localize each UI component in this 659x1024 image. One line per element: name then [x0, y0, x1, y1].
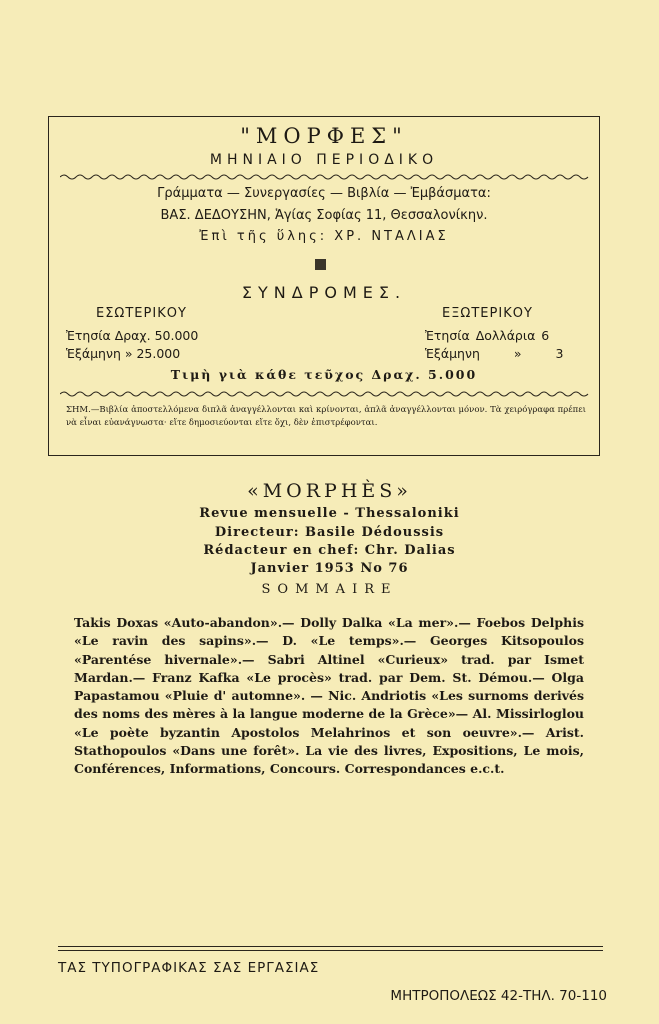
ornament-icon: [315, 259, 326, 270]
wavy-divider: [60, 173, 590, 181]
domestic-half-year: Ἑξάμηνη » 25.000: [66, 346, 181, 361]
editor-line: Ἐπὶ τῆς ὕλης: ΧΡ. ΝΤΑΛΙΑΣ: [199, 229, 449, 244]
subscriptions-title: ΣΥΝΔΡΟΜΕΣ.: [241, 283, 407, 302]
foreign-yearly: Ἐτησία Δολλάρια 6: [425, 328, 550, 343]
issue-price: Τιμὴ γιὰ κάθε τεῦχος Δραχ. 5.000: [170, 367, 478, 382]
submission-note: ΣΗΜ.—Βιβλία ἀποστελλόμενα διπλᾶ ἀναγγέλλονται καὶ κρίνονται, ἁπλᾶ ἀναγγέλλονται μόνον. Τὰ χειρόγραφα πρέπει νὰ εἶναι εὐανάγνωστα· εἴτε δημοσιεύονται εἴτε ὄχι, δὲν ἐπιστρέφονται.: [66, 405, 586, 428]
french-line-3: Rédacteur en chef: Chr. Dalias: [203, 543, 456, 558]
wavy-divider-2: [60, 390, 590, 398]
sections-line: Γράμματα — Συνεργασίες — Βιβλία — Ἐμβάσματα:: [157, 186, 491, 201]
contents-paragraph: Takis Doxas «Auto-abandon».— Dolly Dalka «La mer».— Foebos Delphis «Le ravin des sapins».— D. «Le temps».— Georges Kitsopoulos «Parentése hivernale».— Sabri Altinel «Curieux» trad. par Ismet Mardan.— Franz Kafka «Le procès» trad. par Dem. St. Démou.— Olga Papastamou «Pluie d' automne». — Nic. Andriotis «Les surnoms derivés des noms des mères à la langue moderne de la Grèce»— Al. Missirloglou «Le poète byzantin Apostolos Melahrinos et son oeuvre».— Arist. Stathopoulos «Dans une forêt». La vie des livres, Expositions, Le mois, Conférences, Informations, Concours. Correspondances e.c.t.: [74, 615, 584, 777]
printer-name: ΤΑΣ ΤΥΠΟΓΡΑΦΙΚΑΣ ΣΑΣ ΕΡΓΑΣΙΑΣ: [58, 960, 320, 976]
domestic-heading: ΕΣΩΤΕΡΙΚΟΥ: [96, 306, 187, 321]
magazine-subtitle-greek: ΜΗΝΙΑΙΟ ΠΕΡΙΟΔΙΚΟ: [209, 152, 439, 168]
french-line-4: Janvier 1953 No 76: [250, 561, 409, 576]
footer-rule-1: [58, 946, 603, 947]
magazine-title-greek: "ΜΟΡΦΕΣ": [240, 124, 408, 148]
foreign-half-year: Ἑξάμηνη » 3: [425, 346, 564, 361]
sommaire-heading: SOMMAIRE: [261, 582, 398, 597]
french-line-1: Revue mensuelle - Thessaloniki: [199, 506, 460, 521]
foreign-heading: ΕΞΩΤΕΡΙΚΟΥ: [442, 306, 533, 321]
printer-address: ΜΗΤΡΟΠΟΛΕΩΣ 42-ΤΗΛ. 70-110: [390, 988, 607, 1004]
domestic-yearly: Ἐτησία Δραχ. 50.000: [66, 328, 199, 343]
french-line-2: Directeur: Basile Dédoussis: [214, 525, 445, 540]
footer-rule-2: [58, 950, 603, 951]
address-line: ΒΑΣ. ΔΕΔΟΥΣΗΝ, Ἁγίας Σοφίας 11, Θεσσαλονίκην.: [160, 208, 488, 223]
magazine-title-french: «MORPHÈS»: [247, 480, 412, 502]
